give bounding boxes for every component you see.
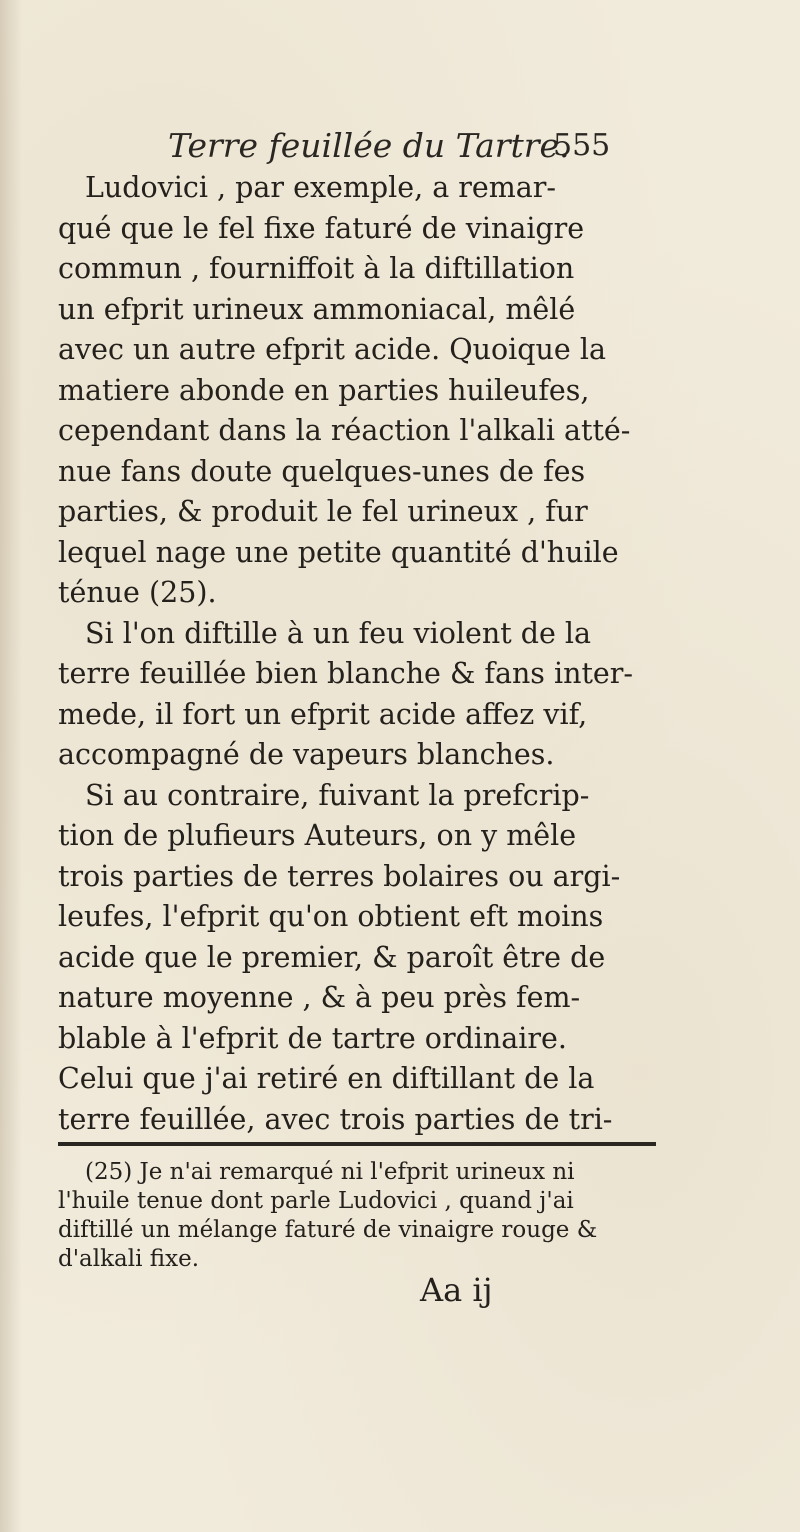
text-line: Celui que j'ai retiré en diftillant de la (58, 1062, 595, 1095)
text-line: terre feuillée bien blanche & fans inter- (58, 657, 634, 690)
text-line: Si l'on diftille à un feu violent de la (85, 616, 592, 650)
text-line: parties, & produit le fel urineux , fur (58, 495, 588, 528)
page-header (168, 126, 668, 166)
text-line: accompagné de vapeurs blanches. (58, 738, 555, 771)
text-line: leufes, l'efprit qu'on obtient eft moins (58, 900, 604, 933)
text-line: trois parties de terres bolaires ou argi- (58, 859, 621, 893)
text-line: ténue (25). (58, 576, 217, 609)
footnote (58, 1158, 658, 1274)
text-line: blable à l'efprit de tartre ordinaire. (58, 1021, 567, 1055)
text-line: commun , fourniffoit à la diftillation (58, 252, 575, 285)
text-line: un efprit urineux ammoniacal, mêlé (58, 292, 576, 326)
running-title: Terre feuillée du Tartre. (168, 126, 570, 165)
page-gutter-shadow (0, 0, 22, 1532)
text-line: nue fans doute quelques-unes de fes (58, 454, 586, 488)
text-line: avec un autre efprit acide. Quoique la (58, 333, 606, 366)
text-line: tion de plufieurs Auteurs, on y mêle (58, 819, 577, 852)
text-line: nature moyenne , & à peu près fem- (58, 981, 581, 1014)
text-line: acide que le premier, & paroît être de (58, 940, 606, 974)
text-line: matiere abonde en parties huileufes, (58, 373, 590, 407)
text-line: mede, il fort un efprit acide affez vif, (58, 697, 588, 731)
page-number: 555 (553, 128, 611, 163)
text-line: Ludovici , par exemple, a remar- (85, 171, 557, 204)
text-line: qué que le fel fixe faturé de vinaigre (58, 211, 585, 245)
footnote-line: diftillé un mélange faturé de vinaigre rouge & (58, 1217, 598, 1243)
text-line: terre feuillée, avec trois parties de tri- (58, 1102, 613, 1136)
footnote-rule (58, 1142, 656, 1146)
footnote-line: l'huile tenue dont parle Ludovici , quand j'ai (58, 1188, 574, 1214)
signature-mark: Aa ij (420, 1271, 493, 1309)
footnote-line: (25) Je n'ai remarqué ni l'efprit urineux ni (85, 1159, 575, 1185)
text-line: Si au contraire, fuivant la prefcrip- (85, 778, 590, 812)
text-line: cependant dans la réaction l'alkali atté- (58, 414, 631, 447)
body-text (58, 168, 658, 1140)
text-line: lequel nage une petite quantité d'huile (58, 535, 619, 569)
footnote-line: d'alkali fixe. (58, 1246, 200, 1272)
